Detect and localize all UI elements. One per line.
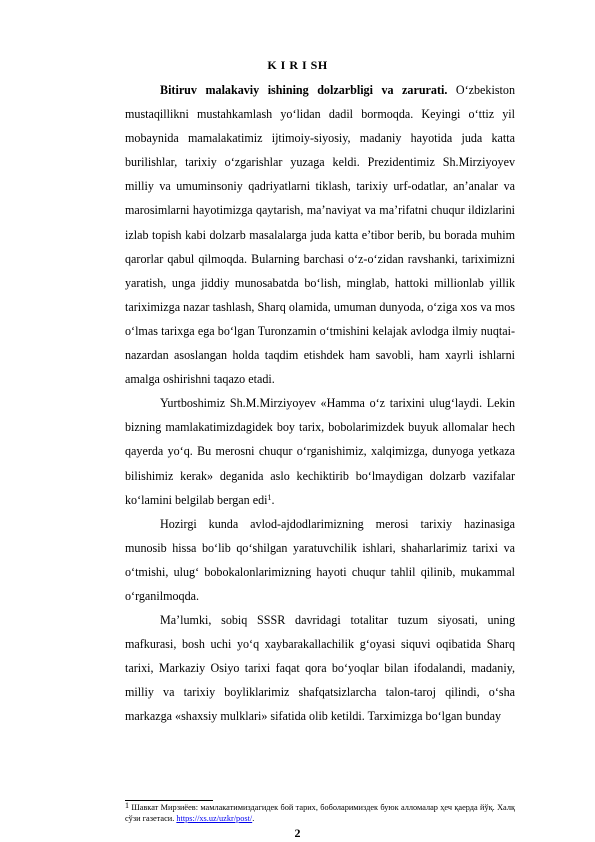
paragraph-2 bbox=[125, 391, 515, 511]
page-number: 2 bbox=[294, 826, 301, 840]
footnote bbox=[125, 803, 515, 824]
paragraph-1 bbox=[125, 78, 515, 391]
paragraph-4 bbox=[125, 608, 515, 728]
footnote-reference[interactable]: 1 bbox=[267, 492, 272, 502]
footnote-text: Шавкат Мирзиёев: мамлакатимиздагидек бой тарих, боболаримиздек буюк алломалар ҳеч қаерда йўқ. Халқ сўзи газетаси. bbox=[125, 803, 515, 823]
paragraph-tail: . bbox=[271, 492, 275, 507]
section-heading: K I R I SH bbox=[267, 58, 328, 72]
footnote-separator bbox=[125, 800, 213, 801]
body-text bbox=[125, 78, 515, 729]
footnote-tail: . bbox=[252, 813, 255, 823]
footnote-mark: 1 bbox=[125, 801, 129, 810]
footnote-link[interactable]: https://xs.uz/uzkr/post/ bbox=[176, 813, 253, 823]
paragraph-text: Hozirgi kunda avlod-ajdodlarimizning merosi tarixiy hazinasiga munosib hissa bo‘lib qo‘shilgan yaratuvchilik ishlari, shaharlarimiz tarixi va o‘tmishi, ulug‘ bobokalonlarimizning hayoti chuqur tahlil qilinib, mukammal o‘rganilmoqda. bbox=[125, 516, 515, 603]
paragraph-text: Yurtboshimiz Sh.M.Mirziyoyev «Hamma o‘z tarixini ulug‘laydi. Lekin bizning mamlakatimizdagidek boy tarix, bobolarimizdek buyuk allomalar hech qayerda yo‘q. Bu merosni chuqur o‘rganishimiz, xalqimizga, dunyoga yetkaza bilishimiz kerak» deganida aslo kechiktirib bo‘lmaydigan dolzarb vazifalar ko‘lamini belgilab bergan edi bbox=[125, 396, 515, 507]
paragraph-text: O‘zbekiston mustaqillikni mustahkamlash yo‘lidan dadil bormoqda. Keyingi o‘ttiz yil mobaynida mamalakatimiz ijtimoiy-siyosiy, madaniy hayotida juda katta burilishlar, tarixiy o‘zgarishlar yuzaga keldi. Prezidentimiz Sh.Mirziyoyev milliy va umuminsoniy qadriyatlarni tiklash, tarixiy urf-odatlar, an’analar va marosimlarni hayotimizga qaytarish, ma’naviyat va ma’rifatni chuqur ildizlarini izlab topish kabi dolzarb masalalarga juda katta e’tibor berib, bu borada muhim qarorlar qabul qilmoqda. Bularning barchasi o‘z-o‘zidan ravshanki, tariximizni yaratish, unga jiddiy munosabatda bo‘lish, minglab, hattoki millionlab yillik tariximizga nazar tashlash, Sharq olamida, umuman dunyoda, o‘ziga xos va mos o‘lmas tarixga ega bo‘lgan Turonzamin o‘tmishini kelajak avlodga ilmiy nuqtai-nazardan asoslangan holda taqdim etishdek ham savobli, ham xayrli ishlarni amalga oshirishni taqazo etadi. bbox=[125, 83, 515, 387]
paragraph-3 bbox=[125, 512, 515, 608]
paragraph-text: Ma’lumki, sobiq SSSR davridagi totalitar tuzum siyosati, uning mafkurasi, bosh uchi yo‘q xaybarakallachilik g‘oyasi siquvi oqibatida Sharq tarixi, Markaziy Osiyo tarixi faqat qora bo‘yoqlar bilan ifodalandi, madaniy, milliy va tarixiy boyliklarimiz shafqatsizlarcha talon-taroj qilindi, o‘sha markazga «shaxsiy mulklari» sifatida olib ketildi. Tarximizga bo‘lgan bunday bbox=[125, 613, 515, 724]
paragraph-lead: Bitiruv malakaviy ishining dolzarbligi va zarurati. bbox=[160, 83, 448, 97]
